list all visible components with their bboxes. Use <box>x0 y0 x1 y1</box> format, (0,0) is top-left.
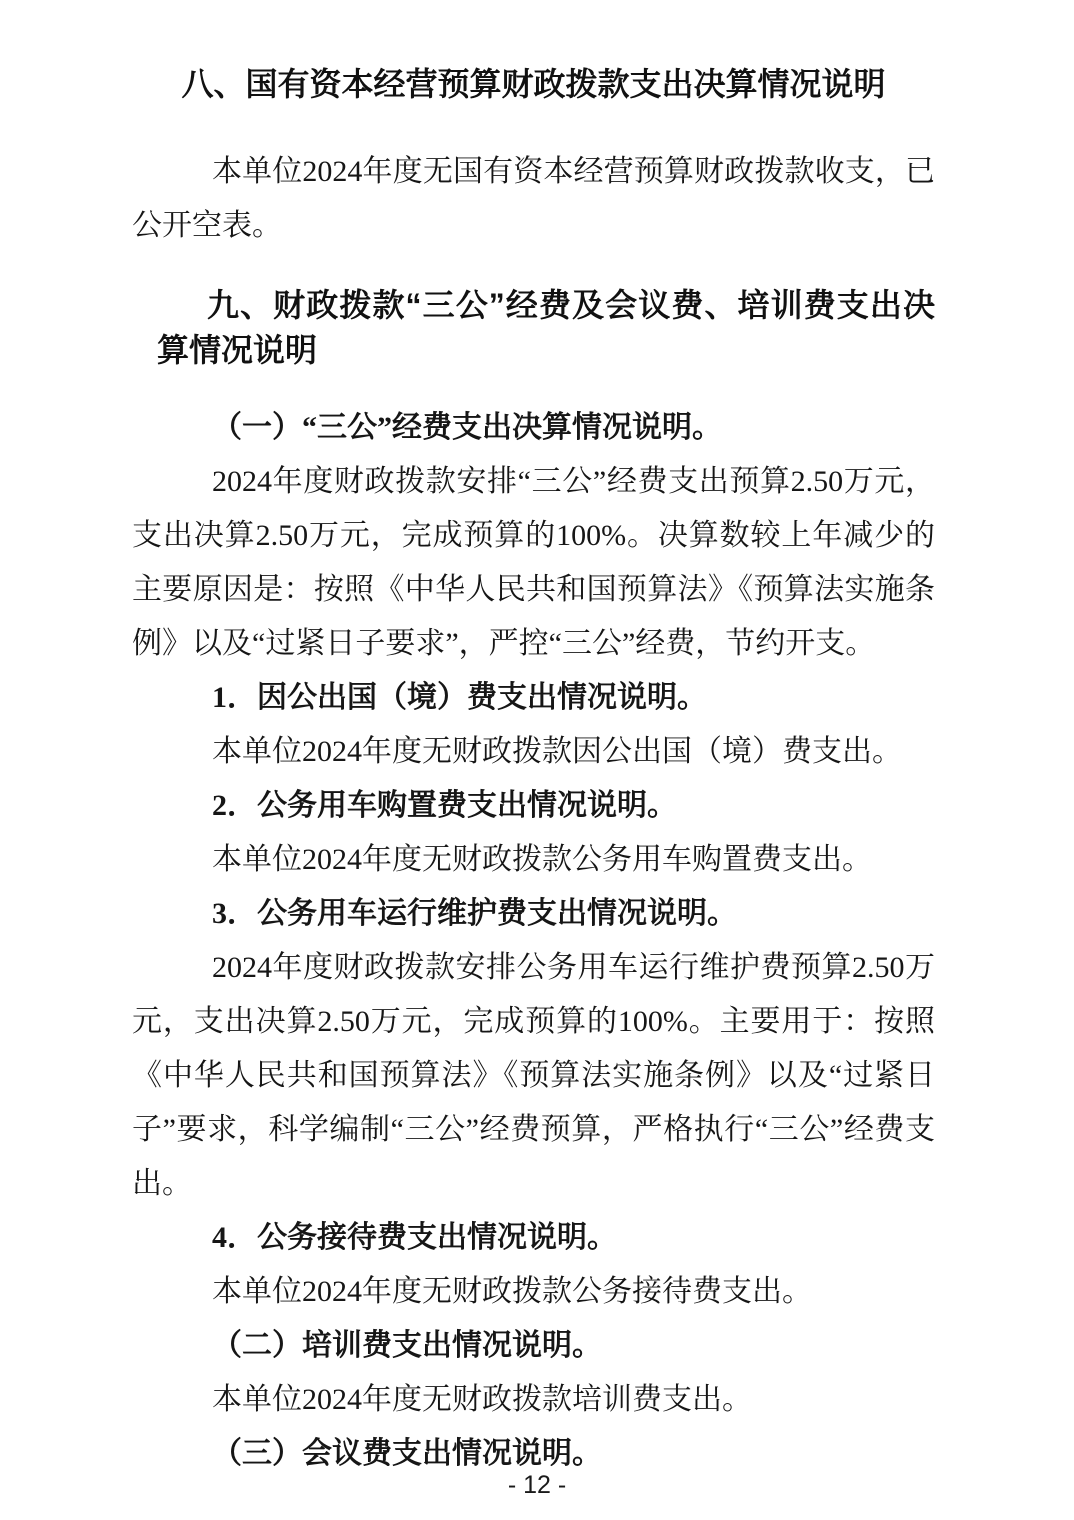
item-3-heading: 3．公务用车运行维护费支出情况说明。 <box>212 897 737 930</box>
subsection-2-heading: （二）培训费支出情况说明。 <box>212 1329 602 1362</box>
item-4-paragraph: 本单位2024年度无财政拨款公务接待费支出。 <box>212 1275 812 1308</box>
item-2-paragraph: 本单位2024年度无财政拨款公务用车购置费支出。 <box>212 843 872 876</box>
item-4-heading: 4．公务接待费支出情况说明。 <box>212 1221 617 1254</box>
page-number: - 12 - <box>507 1471 567 1499</box>
subsection-1-paragraph: 2024年度财政拨款安排“三公”经费支出预算2.50万元，支出决算2.50万元，完成预算的100%。决算数较上年减少的主要原因是：按照《中华人民共和国预算法》《预算法实施条例》以及“过紧日子要求”，严控“三公”经费，节约开支。 <box>132 465 935 660</box>
subsection-1-heading: （一）“三公”经费支出决算情况说明。 <box>212 411 722 444</box>
section-8-heading: 八、国有资本经营预算财政拨款支出决算情况说明 <box>181 66 886 102</box>
item-1-heading: 1．因公出国（境）费支出情况说明。 <box>212 681 707 714</box>
item-1-paragraph: 本单位2024年度无财政拨款因公出国（境）费支出。 <box>212 735 902 768</box>
item-3-paragraph: 2024年度财政拨款安排公务用车运行维护费预算2.50万元，支出决算2.50万元，完成预算的100%。主要用于：按照《中华人民共和国预算法》《预算法实施条例》以及“过紧日子”要求，科学编制“三公”经费预算，严格执行“三公”经费支出。 <box>132 951 935 1200</box>
subsection-3-heading: （三）会议费支出情况说明。 <box>212 1437 602 1470</box>
item-2-heading: 2．公务用车购置费支出情况说明。 <box>212 789 677 822</box>
section-8-paragraph: 本单位2024年度无国有资本经营预算财政拨款收支，已公开空表。 <box>132 155 935 242</box>
subsection-2-paragraph: 本单位2024年度无财政拨款培训费支出。 <box>212 1383 752 1416</box>
section-9-heading: 九、财政拨款“三公”经费及会议费、培训费支出决算情况说明 <box>157 287 935 368</box>
